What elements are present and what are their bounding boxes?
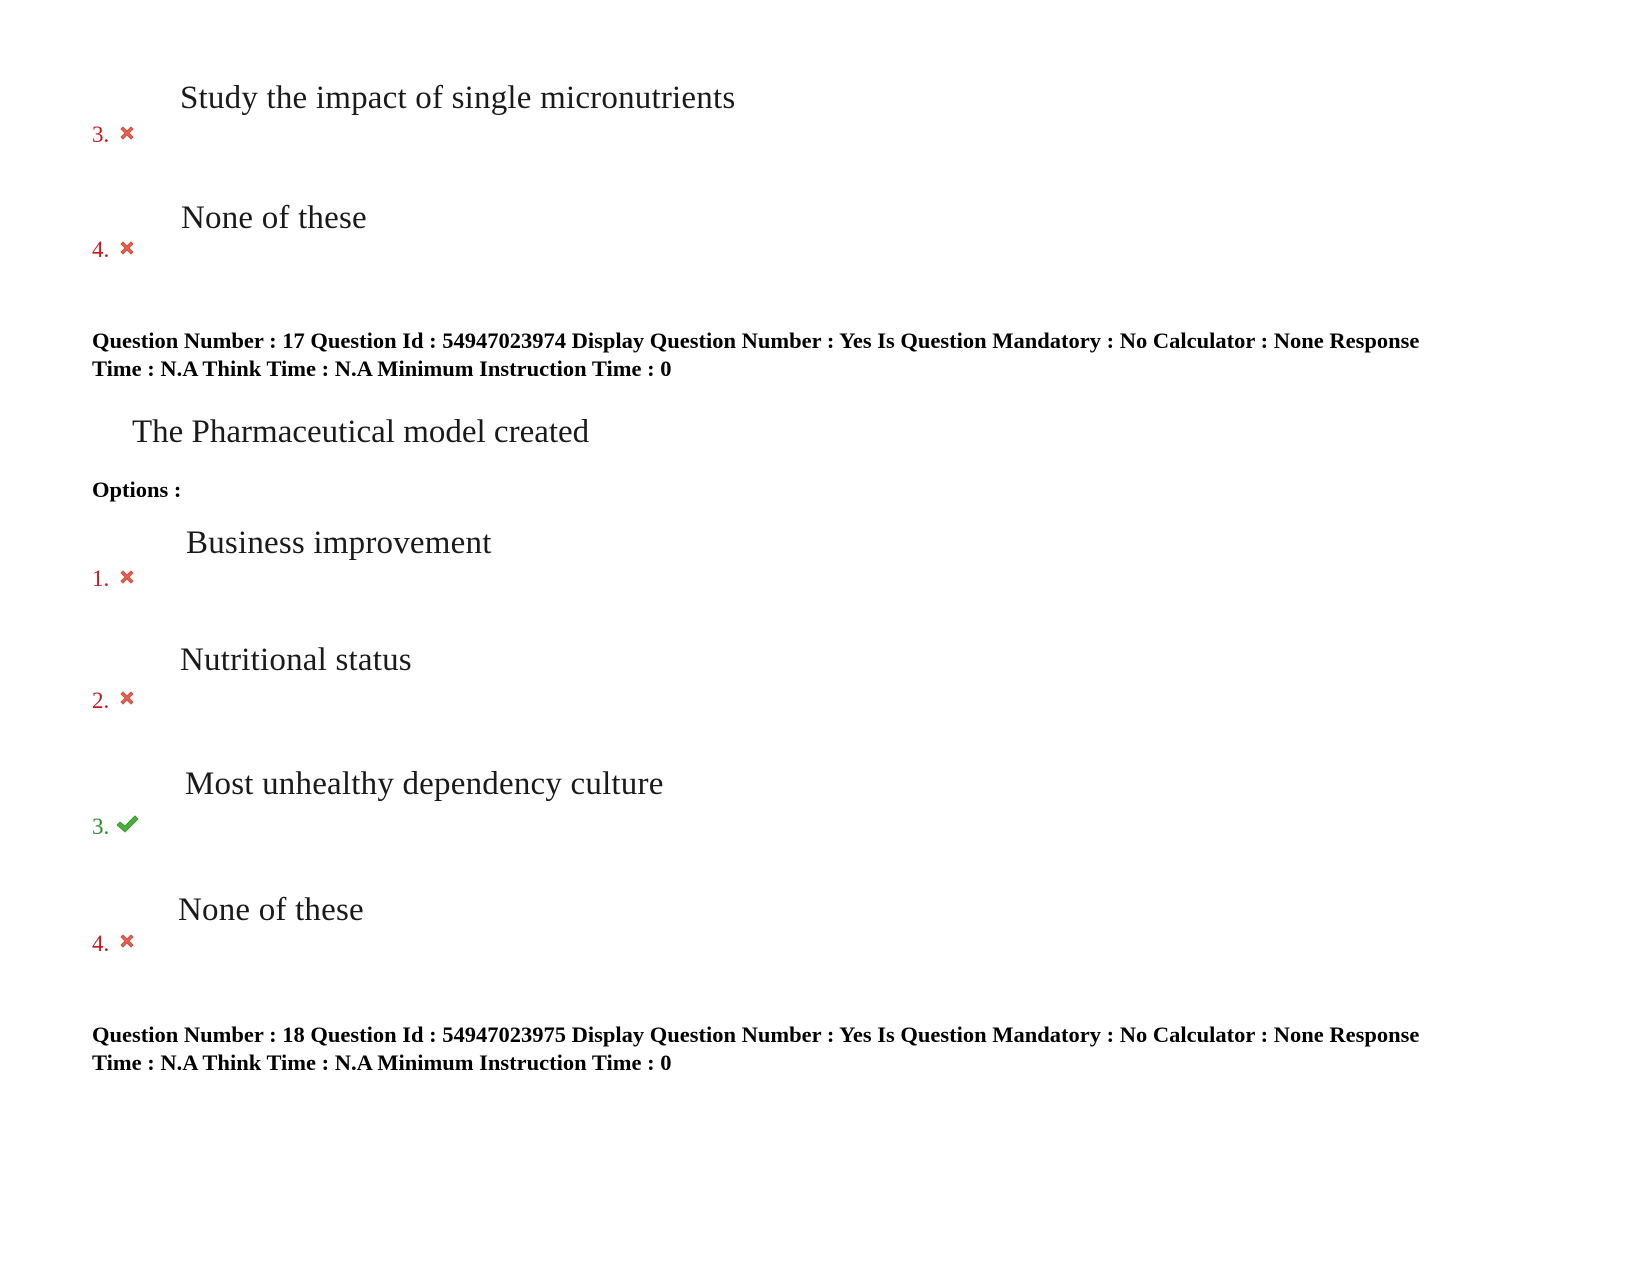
question-18-meta-line-2: Time : N.A Think Time : N.A Minimum Instruction Time : 0 xyxy=(92,1050,672,1075)
prev-option-3-number: 3. xyxy=(92,122,110,147)
cross-icon xyxy=(118,932,136,950)
cross-icon xyxy=(118,568,136,586)
question-17-meta xyxy=(92,327,1572,383)
question-17-option-1-text: Business improvement xyxy=(186,525,492,561)
question-18-meta xyxy=(92,1021,1572,1077)
question-17-option-1-number: 1. xyxy=(92,566,110,591)
prev-option-3-text: Study the impact of single micronutrients xyxy=(180,80,736,116)
question-17-meta-line-2: Time : N.A Think Time : N.A Minimum Instruction Time : 0 xyxy=(92,356,672,381)
question-17-stem: The Pharmaceutical model created xyxy=(132,414,590,450)
prev-option-4-text: None of these xyxy=(181,200,367,236)
question-17-option-4-number: 4. xyxy=(92,931,110,956)
question-17-option-3-number: 3. xyxy=(92,814,110,839)
check-icon xyxy=(116,814,139,834)
question-17-option-2-number: 2. xyxy=(92,688,110,713)
question-17-option-4-text: None of these xyxy=(178,892,364,928)
question-17-option-3-text: Most unhealthy dependency culture xyxy=(185,766,664,802)
question-18-meta-line-1: Question Number : 18 Question Id : 54947023975 Display Question Number : Yes Is Question Mandatory : No Calculator : None Response xyxy=(92,1022,1420,1047)
question-17-options-label: Options : xyxy=(92,477,182,502)
cross-icon xyxy=(118,239,136,257)
question-17-option-2-text: Nutritional status xyxy=(180,642,412,678)
cross-icon xyxy=(118,124,136,142)
prev-option-4-number: 4. xyxy=(92,237,110,262)
question-17-meta-line-1: Question Number : 17 Question Id : 54947023974 Display Question Number : Yes Is Question Mandatory : No Calculator : None Response xyxy=(92,328,1420,353)
cross-icon xyxy=(118,689,136,707)
